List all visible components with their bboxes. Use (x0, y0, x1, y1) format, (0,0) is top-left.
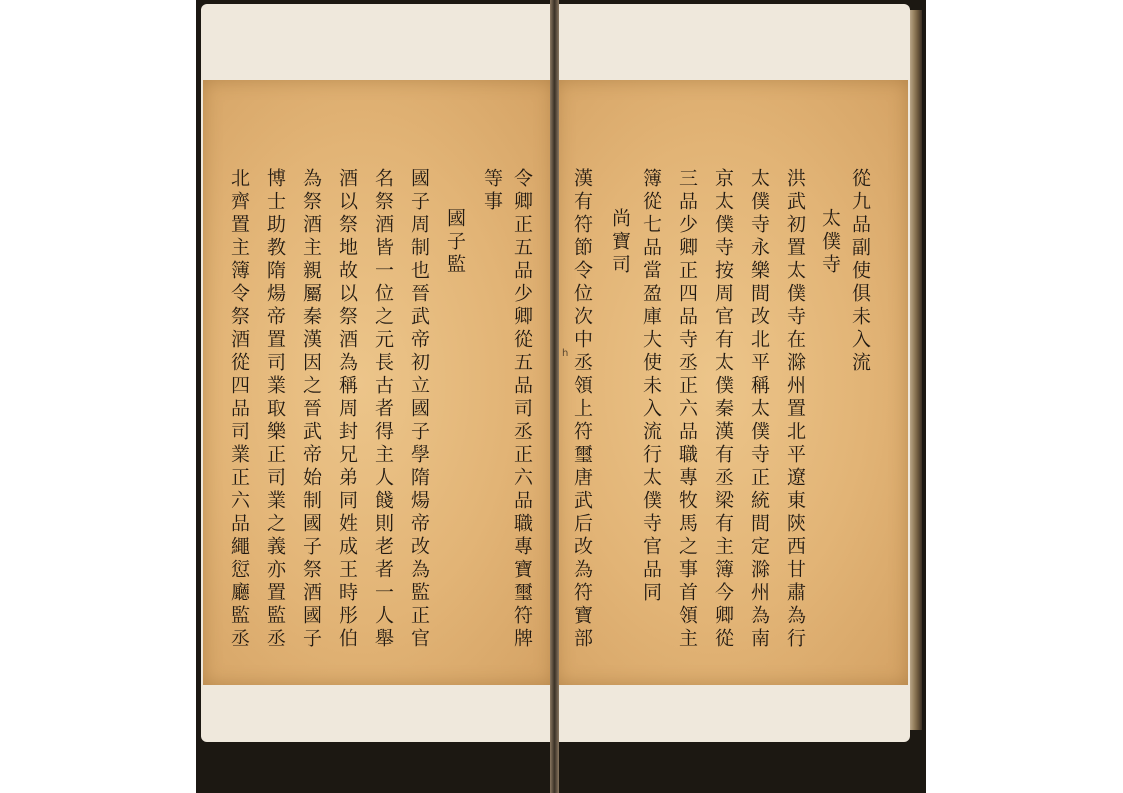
right-col-3: 洪武初置太僕寺在滁州置北平遼東陝西甘肅為行 (784, 168, 806, 651)
right-heading-shangbaosi: 尚寶司 (609, 208, 631, 277)
right-col-1: 從九品副使俱未入流 (849, 168, 871, 375)
right-col-9: 漢有符節令位次中丞領上符璽唐武后改為符寶部 (571, 168, 593, 651)
page-marker: h (562, 348, 569, 359)
left-col-5: 名祭酒皆一位之元長古者得主人餞則老者一人舉 (372, 168, 394, 651)
right-col-6: 三品少卿正四品寺丞正六品職專牧馬之事首領主 (676, 168, 698, 651)
left-col-8: 博士助教隋煬帝置司業取樂正司業之義亦置監丞 (264, 168, 286, 651)
left-col-2: 等事 (481, 168, 503, 214)
left-col-4: 國子周制也晉武帝初立國子學隋煬帝改為監正官 (408, 168, 430, 651)
book-gutter (550, 0, 559, 793)
left-col-7: 為祭酒主親屬秦漢因之晉武帝始制國子祭酒國子 (300, 168, 322, 651)
left-col-9: 北齊置主簿令祭酒從四品司業正六品繩愆廳監丞 (228, 168, 250, 651)
right-col-5: 京太僕寺按周官有太僕秦漢有丞梁有主簿今卿從 (712, 168, 734, 651)
left-col-6: 酒以祭地故以祭酒為稱周封兄弟同姓成王時彤伯 (336, 168, 358, 651)
left-heading-guozijian: 國子監 (444, 208, 466, 277)
right-page-paper (556, 80, 908, 685)
page-edges (908, 10, 922, 730)
left-col-1: 令卿正五品少卿從五品司丞正六品職專寶璽符牌 (511, 168, 533, 651)
right-col-4: 太僕寺永樂間改北平稱太僕寺正統間定滁州為南 (748, 168, 770, 651)
right-col-7: 簿從七品當盈庫大使未入流行太僕寺官品同 (640, 168, 662, 605)
left-page-paper (203, 80, 553, 685)
right-heading-taipusi: 太僕寺 (819, 208, 841, 277)
